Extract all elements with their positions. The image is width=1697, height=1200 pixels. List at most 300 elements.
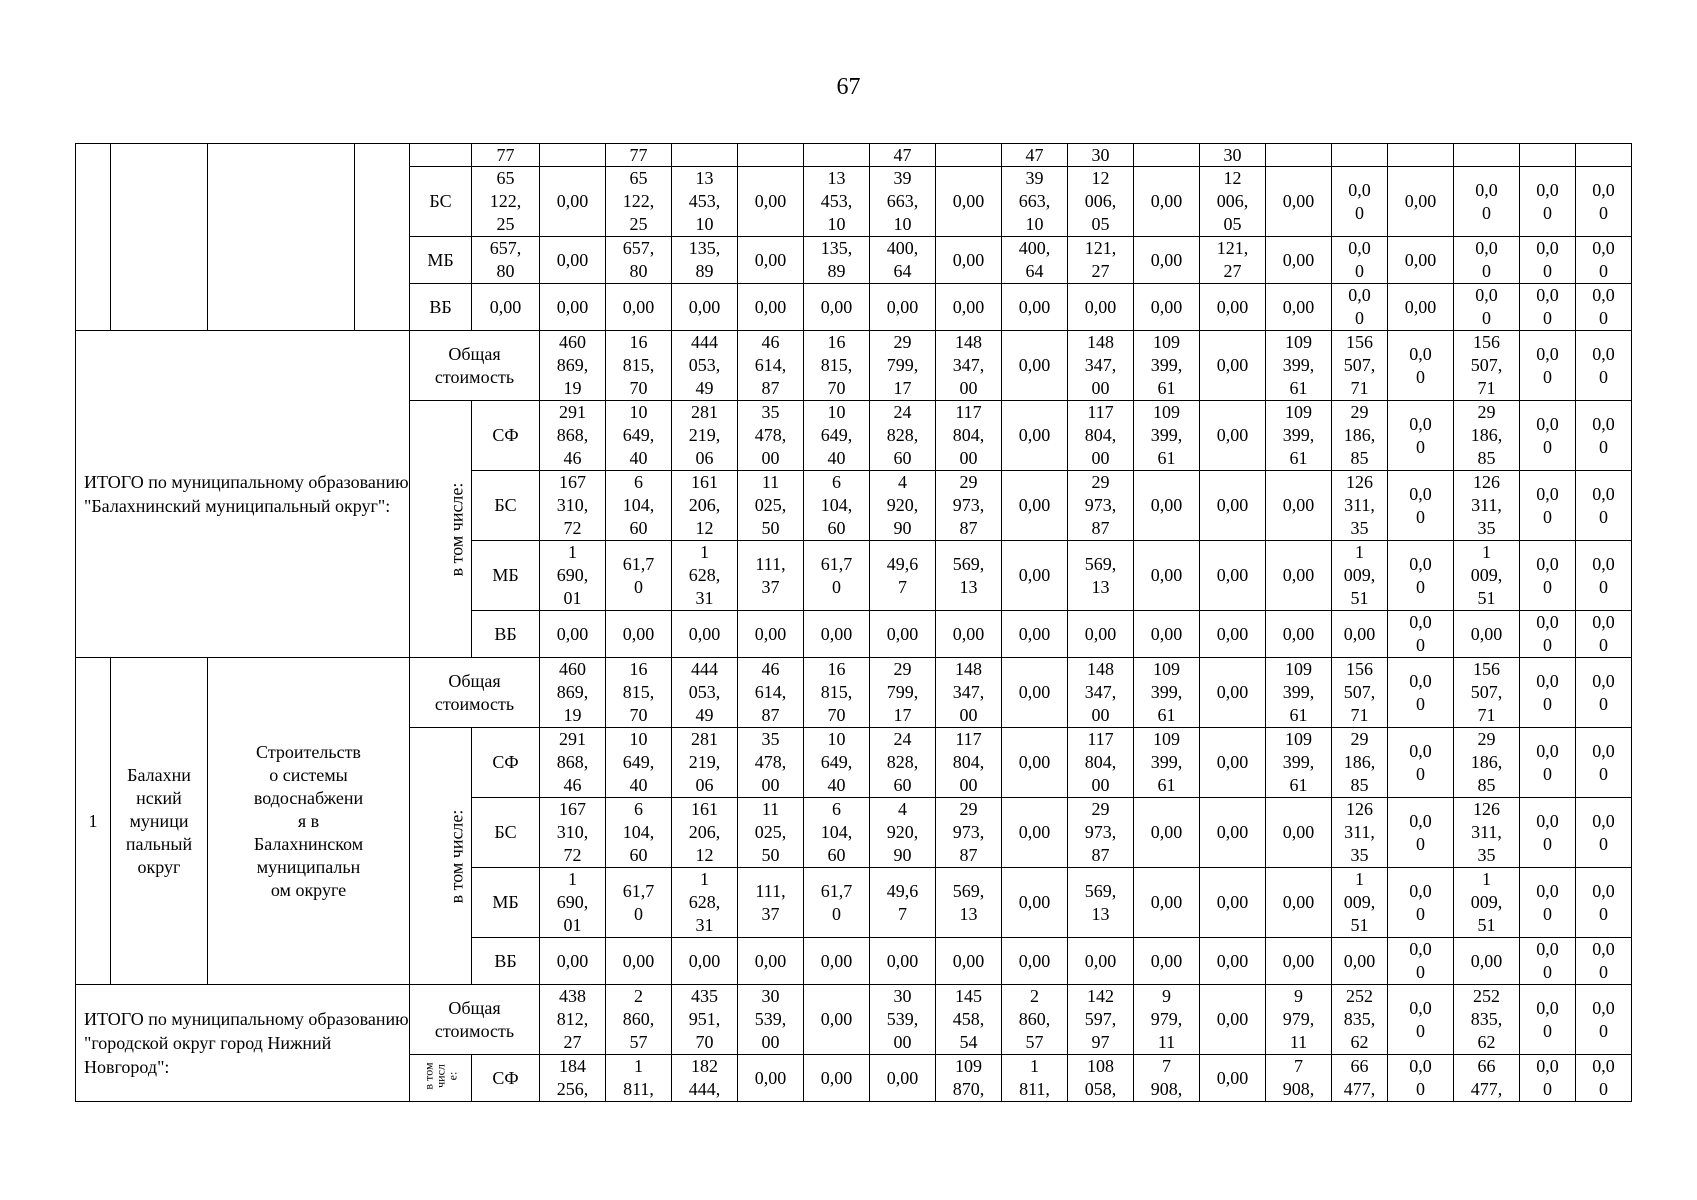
value-cell: 0,00 — [1200, 985, 1266, 1055]
value-cell: 0,00 — [738, 611, 804, 658]
value-cell: 281 219, 06 — [672, 401, 738, 471]
value-cell: 0,00 — [1266, 284, 1332, 331]
value-cell: 2 860, 57 — [1002, 985, 1068, 1055]
value-cell: 657, 80 — [472, 237, 540, 284]
total-cost-label: Общая стоимость — [410, 658, 540, 728]
value-cell: 1 690, 01 — [540, 541, 606, 611]
value-cell: 49,6 7 — [870, 541, 936, 611]
value-cell: 0,00 — [1200, 658, 1266, 728]
value-cell: 438 812, 27 — [540, 985, 606, 1055]
value-cell: 4 920, 90 — [870, 798, 936, 868]
value-cell: 16 815, 70 — [804, 658, 870, 728]
funding-source-label: МБ — [472, 868, 540, 938]
value-cell: 0,00 — [1002, 284, 1068, 331]
value-cell: 657, 80 — [606, 237, 672, 284]
value-cell: 0,00 — [1002, 938, 1068, 985]
value-cell: 0,00 — [1332, 938, 1388, 985]
table-row — [76, 144, 1632, 167]
continuation-num-cell — [76, 144, 111, 331]
value-cell: 0,00 — [1002, 868, 1068, 938]
value-cell: 0,00 — [1068, 611, 1134, 658]
value-cell: 121, 27 — [1068, 237, 1134, 284]
value-cell — [1576, 144, 1632, 167]
value-cell: 0,00 — [804, 1055, 870, 1102]
value-cell: 0,00 — [606, 284, 672, 331]
value-cell: 16 815, 70 — [804, 331, 870, 401]
value-cell: 0,00 — [540, 284, 606, 331]
value-cell — [738, 144, 804, 167]
value-cell: 0,0 0 — [1576, 658, 1632, 728]
value-cell: 65 122, 25 — [472, 167, 540, 237]
value-cell: 0,0 0 — [1520, 728, 1576, 798]
value-cell: 7 908, — [1266, 1055, 1332, 1102]
value-cell: 148 347, 00 — [936, 658, 1002, 728]
value-cell: 435 951, 70 — [672, 985, 738, 1055]
value-cell: 0,0 0 — [1388, 471, 1454, 541]
value-cell: 111, 37 — [738, 541, 804, 611]
table-row — [76, 985, 1632, 1055]
value-cell: 0,00 — [1266, 237, 1332, 284]
value-cell: 0,0 0 — [1388, 728, 1454, 798]
value-cell: 0,00 — [1200, 798, 1266, 868]
value-cell: 0,0 0 — [1576, 331, 1632, 401]
value-cell: 0,0 0 — [1388, 331, 1454, 401]
value-cell: 0,0 0 — [1520, 237, 1576, 284]
value-cell: 0,00 — [540, 167, 606, 237]
value-cell — [1520, 144, 1576, 167]
value-cell: 0,00 — [870, 611, 936, 658]
value-cell: 0,0 0 — [1388, 1055, 1454, 1102]
value-cell: 30 — [1200, 144, 1266, 167]
value-cell: 0,0 0 — [1388, 611, 1454, 658]
value-cell: 148 347, 00 — [1068, 331, 1134, 401]
value-cell: 126 311, 35 — [1454, 471, 1520, 541]
value-cell: 0,00 — [1134, 541, 1200, 611]
value-cell: 291 868, 46 — [540, 728, 606, 798]
value-cell: 161 206, 12 — [672, 471, 738, 541]
value-cell: 0,0 0 — [1520, 331, 1576, 401]
value-cell: 111, 37 — [738, 868, 804, 938]
value-cell: 12 006, 05 — [1200, 167, 1266, 237]
value-cell: 0,0 0 — [1520, 541, 1576, 611]
value-cell: 1 811, — [606, 1055, 672, 1102]
value-cell: 0,00 — [1002, 611, 1068, 658]
value-cell: 35 478, 00 — [738, 728, 804, 798]
value-cell: 109 399, 61 — [1266, 331, 1332, 401]
object-name: Строительств о системы водоснабжени я в Балахнинском муниципальн ом округе — [208, 658, 410, 985]
value-cell: 400, 64 — [870, 237, 936, 284]
total-cost-label: Общая стоимость — [410, 331, 540, 401]
value-cell: 47 — [870, 144, 936, 167]
value-cell: 0,0 0 — [1520, 611, 1576, 658]
value-cell: 117 804, 00 — [1068, 401, 1134, 471]
value-cell: 0,0 0 — [1576, 284, 1632, 331]
value-cell: 0,0 0 — [1576, 237, 1632, 284]
value-cell: 0,0 0 — [1520, 868, 1576, 938]
funding-source-label: МБ — [410, 237, 472, 284]
value-cell: 2 860, 57 — [606, 985, 672, 1055]
funding-source-label: БС — [410, 167, 472, 237]
value-cell: 167 310, 72 — [540, 471, 606, 541]
funding-source-label: ВБ — [472, 611, 540, 658]
value-cell: 400, 64 — [1002, 237, 1068, 284]
value-cell: 0,00 — [1266, 798, 1332, 868]
value-cell: 281 219, 06 — [672, 728, 738, 798]
value-cell: 49,6 7 — [870, 868, 936, 938]
value-cell: 0,0 0 — [1388, 401, 1454, 471]
value-cell: 11 025, 50 — [738, 798, 804, 868]
including-label: в том числе: — [446, 809, 467, 903]
value-cell: 0,00 — [1068, 284, 1134, 331]
funding-source-label: БС — [472, 471, 540, 541]
value-cell: 0,0 0 — [1576, 167, 1632, 237]
value-cell: 0,00 — [804, 611, 870, 658]
value-cell: 0,00 — [540, 938, 606, 985]
value-cell: 156 507, 71 — [1332, 658, 1388, 728]
value-cell: 0,00 — [1002, 798, 1068, 868]
funding-source-label: СФ — [472, 728, 540, 798]
budget-table — [75, 143, 1632, 1102]
value-cell: 12 006, 05 — [1068, 167, 1134, 237]
value-cell: 0,00 — [1134, 237, 1200, 284]
value-cell: 117 804, 00 — [1068, 728, 1134, 798]
value-cell: 0,0 0 — [1576, 938, 1632, 985]
value-cell: 29 973, 87 — [936, 471, 1002, 541]
value-cell: 9 979, 11 — [1266, 985, 1332, 1055]
value-cell — [1134, 144, 1200, 167]
value-cell: 0,00 — [804, 938, 870, 985]
value-cell: 0,0 0 — [1520, 798, 1576, 868]
value-cell: 1 009, 51 — [1454, 868, 1520, 938]
value-cell: 61,7 0 — [606, 541, 672, 611]
value-cell: 126 311, 35 — [1332, 798, 1388, 868]
value-cell: 0,00 — [1388, 167, 1454, 237]
value-cell: 0,00 — [1388, 237, 1454, 284]
continuation-object-cell — [208, 144, 355, 331]
value-cell: 156 507, 71 — [1454, 658, 1520, 728]
value-cell: 35 478, 00 — [738, 401, 804, 471]
value-cell: 0,00 — [672, 938, 738, 985]
value-cell: 1 628, 31 — [672, 868, 738, 938]
funding-source-label: МБ — [472, 541, 540, 611]
value-cell: 0,0 0 — [1520, 985, 1576, 1055]
value-cell: 0,0 0 — [1520, 1055, 1576, 1102]
value-cell: 7 908, — [1134, 1055, 1200, 1102]
value-cell: 0,0 0 — [1576, 728, 1632, 798]
value-cell: 0,00 — [1134, 798, 1200, 868]
value-cell: 569, 13 — [1068, 541, 1134, 611]
funding-source-label: БС — [472, 798, 540, 868]
value-cell: 6 104, 60 — [804, 798, 870, 868]
value-cell: 0,0 0 — [1388, 868, 1454, 938]
value-cell: 0,0 0 — [1388, 938, 1454, 985]
value-cell: 135, 89 — [804, 237, 870, 284]
value-cell: 184 256, — [540, 1055, 606, 1102]
value-cell: 167 310, 72 — [540, 798, 606, 868]
value-cell: 0,00 — [1200, 938, 1266, 985]
value-cell: 0,0 0 — [1576, 985, 1632, 1055]
value-cell: 0,00 — [1200, 331, 1266, 401]
value-cell — [1388, 144, 1454, 167]
municipality-total-title: ИТОГО по муниципальному образованию "городской округ город Нижний Новгород": — [76, 985, 410, 1102]
continuation-municipality-cell — [111, 144, 208, 331]
value-cell: 47 — [1002, 144, 1068, 167]
including-label: в том числе: — [446, 482, 467, 576]
value-cell — [804, 144, 870, 167]
value-cell: 0,0 0 — [1388, 541, 1454, 611]
value-cell: 108 058, — [1068, 1055, 1134, 1102]
value-cell: 29 973, 87 — [1068, 798, 1134, 868]
value-cell: 10 649, 40 — [804, 401, 870, 471]
value-cell: 0,00 — [1200, 728, 1266, 798]
value-cell: 0,00 — [1266, 611, 1332, 658]
value-cell: 29 186, 85 — [1332, 401, 1388, 471]
including-label-cell — [410, 401, 472, 658]
value-cell: 0,0 0 — [1520, 471, 1576, 541]
value-cell: 109 870, — [936, 1055, 1002, 1102]
including-label-cell — [410, 728, 472, 985]
value-cell: 156 507, 71 — [1454, 331, 1520, 401]
value-cell: 66 477, — [1454, 1055, 1520, 1102]
value-cell: 13 453, 10 — [804, 167, 870, 237]
value-cell: 0,0 0 — [1576, 471, 1632, 541]
value-cell: 0,00 — [540, 237, 606, 284]
value-cell: 61,7 0 — [804, 541, 870, 611]
value-cell: 0,00 — [1266, 541, 1332, 611]
value-cell — [1266, 144, 1332, 167]
value-cell: 126 311, 35 — [1332, 471, 1388, 541]
funding-source-cell — [410, 144, 472, 167]
value-cell: 0,00 — [870, 938, 936, 985]
value-cell: 0,00 — [606, 611, 672, 658]
value-cell: 0,00 — [1002, 401, 1068, 471]
value-cell: 117 804, 00 — [936, 728, 1002, 798]
value-cell: 0,00 — [1002, 471, 1068, 541]
value-cell: 77 — [606, 144, 672, 167]
value-cell: 39 663, 10 — [1002, 167, 1068, 237]
value-cell: 252 835, 62 — [1454, 985, 1520, 1055]
funding-source-label: ВБ — [472, 938, 540, 985]
value-cell: 0,0 0 — [1454, 237, 1520, 284]
value-cell: 0,00 — [1266, 471, 1332, 541]
value-cell: 1 690, 01 — [540, 868, 606, 938]
value-cell: 29 186, 85 — [1332, 728, 1388, 798]
value-cell: 0,00 — [1200, 611, 1266, 658]
value-cell: 0,00 — [1266, 868, 1332, 938]
value-cell: 0,00 — [1068, 938, 1134, 985]
funding-source-label: СФ — [472, 401, 540, 471]
value-cell: 0,00 — [1134, 471, 1200, 541]
value-cell: 30 539, 00 — [870, 985, 936, 1055]
value-cell: 1 009, 51 — [1454, 541, 1520, 611]
value-cell: 6 104, 60 — [606, 471, 672, 541]
value-cell: 29 186, 85 — [1454, 728, 1520, 798]
value-cell: 182 444, — [672, 1055, 738, 1102]
value-cell: 0,00 — [936, 938, 1002, 985]
value-cell: 0,00 — [672, 284, 738, 331]
value-cell: 0,00 — [1200, 541, 1266, 611]
value-cell: 0,00 — [606, 938, 672, 985]
value-cell — [936, 144, 1002, 167]
value-cell: 0,0 0 — [1520, 658, 1576, 728]
value-cell: 0,00 — [936, 284, 1002, 331]
value-cell: 0,00 — [738, 1055, 804, 1102]
funding-source-label: СФ — [472, 1055, 540, 1102]
value-cell: 65 122, 25 — [606, 167, 672, 237]
value-cell: 1 628, 31 — [672, 541, 738, 611]
value-cell: 460 869, 19 — [540, 658, 606, 728]
value-cell: 0,0 0 — [1332, 237, 1388, 284]
value-cell: 0,00 — [1200, 284, 1266, 331]
value-cell: 0,00 — [1454, 611, 1520, 658]
value-cell: 0,00 — [738, 167, 804, 237]
value-cell: 444 053, 49 — [672, 331, 738, 401]
value-cell: 1 811, — [1002, 1055, 1068, 1102]
value-cell: 0,0 0 — [1332, 284, 1388, 331]
table-row — [76, 331, 1632, 401]
value-cell: 444 053, 49 — [672, 658, 738, 728]
value-cell — [672, 144, 738, 167]
including-label: в том числ е: — [421, 1062, 460, 1090]
value-cell: 252 835, 62 — [1332, 985, 1388, 1055]
value-cell: 11 025, 50 — [738, 471, 804, 541]
value-cell: 0,00 — [472, 284, 540, 331]
total-cost-label: Общая стоимость — [410, 985, 540, 1055]
value-cell: 10 649, 40 — [606, 728, 672, 798]
value-cell: 109 399, 61 — [1134, 728, 1200, 798]
value-cell: 569, 13 — [936, 541, 1002, 611]
municipality-name: Балахни нский муници пальный округ — [111, 658, 208, 985]
value-cell: 291 868, 46 — [540, 401, 606, 471]
continuation-including-cell — [355, 144, 410, 331]
value-cell — [1454, 144, 1520, 167]
value-cell: 16 815, 70 — [606, 331, 672, 401]
value-cell: 0,0 0 — [1576, 401, 1632, 471]
value-cell: 0,00 — [1002, 331, 1068, 401]
including-label-cell — [410, 1055, 472, 1102]
value-cell: 61,7 0 — [606, 868, 672, 938]
value-cell: 109 399, 61 — [1134, 401, 1200, 471]
value-cell: 0,00 — [936, 167, 1002, 237]
value-cell: 569, 13 — [1068, 868, 1134, 938]
value-cell: 0,00 — [1266, 167, 1332, 237]
value-cell: 126 311, 35 — [1454, 798, 1520, 868]
value-cell: 13 453, 10 — [672, 167, 738, 237]
value-cell: 24 828, 60 — [870, 728, 936, 798]
value-cell: 29 973, 87 — [1068, 471, 1134, 541]
value-cell: 142 597, 97 — [1068, 985, 1134, 1055]
value-cell: 9 979, 11 — [1134, 985, 1200, 1055]
value-cell: 460 869, 19 — [540, 331, 606, 401]
value-cell: 6 104, 60 — [606, 798, 672, 868]
value-cell: 0,0 0 — [1576, 541, 1632, 611]
value-cell: 0,00 — [1200, 401, 1266, 471]
value-cell: 29 799, 17 — [870, 658, 936, 728]
value-cell: 29 799, 17 — [870, 331, 936, 401]
value-cell: 6 104, 60 — [804, 471, 870, 541]
value-cell: 0,00 — [1134, 167, 1200, 237]
value-cell: 0,00 — [1266, 938, 1332, 985]
value-cell: 0,0 0 — [1520, 167, 1576, 237]
value-cell: 29 186, 85 — [1454, 401, 1520, 471]
value-cell: 148 347, 00 — [1068, 658, 1134, 728]
value-cell: 0,00 — [936, 237, 1002, 284]
value-cell: 0,00 — [1002, 728, 1068, 798]
value-cell: 0,00 — [870, 1055, 936, 1102]
value-cell: 109 399, 61 — [1134, 658, 1200, 728]
value-cell: 0,0 0 — [1520, 938, 1576, 985]
funding-source-label: ВБ — [410, 284, 472, 331]
value-cell: 77 — [472, 144, 540, 167]
value-cell: 109 399, 61 — [1266, 658, 1332, 728]
value-cell: 161 206, 12 — [672, 798, 738, 868]
value-cell: 24 828, 60 — [870, 401, 936, 471]
value-cell: 0,00 — [1388, 284, 1454, 331]
value-cell: 30 — [1068, 144, 1134, 167]
value-cell: 30 539, 00 — [738, 985, 804, 1055]
item-number: 1 — [76, 658, 111, 985]
value-cell: 0,0 0 — [1454, 284, 1520, 331]
value-cell: 109 399, 61 — [1266, 728, 1332, 798]
value-cell: 10 649, 40 — [804, 728, 870, 798]
value-cell: 0,00 — [804, 284, 870, 331]
value-cell: 0,00 — [1454, 938, 1520, 985]
value-cell: 0,00 — [804, 985, 870, 1055]
value-cell: 0,0 0 — [1520, 284, 1576, 331]
value-cell: 121, 27 — [1200, 237, 1266, 284]
value-cell — [1332, 144, 1388, 167]
value-cell: 0,0 0 — [1332, 167, 1388, 237]
value-cell: 109 399, 61 — [1134, 331, 1200, 401]
value-cell: 10 649, 40 — [606, 401, 672, 471]
value-cell: 569, 13 — [936, 868, 1002, 938]
table-row — [76, 658, 1632, 728]
value-cell: 0,00 — [1002, 658, 1068, 728]
value-cell: 135, 89 — [672, 237, 738, 284]
value-cell: 0,00 — [1134, 868, 1200, 938]
value-cell: 0,0 0 — [1388, 658, 1454, 728]
value-cell: 0,00 — [1200, 1055, 1266, 1102]
value-cell: 0,00 — [1002, 541, 1068, 611]
value-cell: 117 804, 00 — [936, 401, 1002, 471]
value-cell: 145 458, 54 — [936, 985, 1002, 1055]
value-cell: 46 614, 87 — [738, 331, 804, 401]
value-cell: 0,0 0 — [1576, 868, 1632, 938]
value-cell: 39 663, 10 — [870, 167, 936, 237]
value-cell: 0,00 — [738, 938, 804, 985]
value-cell: 29 973, 87 — [936, 798, 1002, 868]
value-cell: 1 009, 51 — [1332, 541, 1388, 611]
value-cell: 0,00 — [672, 611, 738, 658]
budget-table-wrapper — [75, 143, 1625, 1102]
value-cell: 0,0 0 — [1520, 401, 1576, 471]
value-cell: 0,00 — [738, 237, 804, 284]
value-cell: 4 920, 90 — [870, 471, 936, 541]
value-cell: 0,00 — [1332, 611, 1388, 658]
page-number: 67 — [836, 74, 861, 100]
value-cell: 0,0 0 — [1388, 985, 1454, 1055]
value-cell: 61,7 0 — [804, 868, 870, 938]
value-cell: 0,00 — [540, 611, 606, 658]
value-cell: 156 507, 71 — [1332, 331, 1388, 401]
value-cell — [540, 144, 606, 167]
value-cell: 109 399, 61 — [1266, 401, 1332, 471]
value-cell: 0,0 0 — [1454, 167, 1520, 237]
value-cell: 16 815, 70 — [606, 658, 672, 728]
value-cell: 0,00 — [1134, 284, 1200, 331]
municipality-total-title: ИТОГО по муниципальному образованию "Балахнинский муниципальный округ": — [76, 331, 410, 658]
value-cell: 0,0 0 — [1388, 798, 1454, 868]
